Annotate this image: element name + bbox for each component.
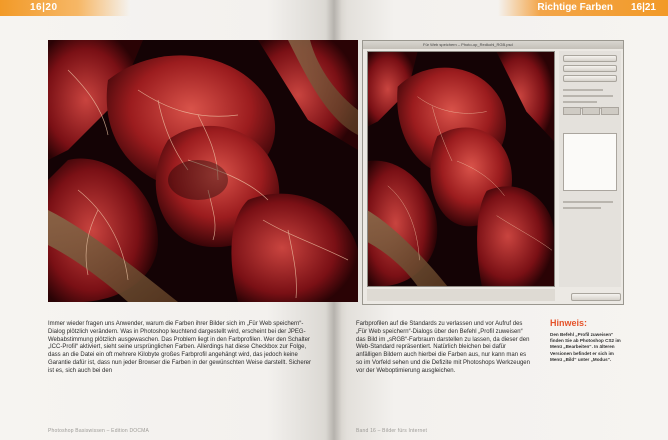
dialog-preview-image <box>367 51 555 287</box>
settings-row <box>563 207 601 209</box>
tab-layers[interactable] <box>601 107 619 115</box>
right-paragraph: Farbprofilen auf die Standards zu verlassen und vor Aufruf des „Für Web speichern“-Dialogs über den Befehl „Profil zuweisen“ das Bild im „sRGB“-Farbraum darstellen zu lassen, da dieser den Web-Standard repräsentiert. Natürlich bleichen bei dafür anfälligen Bildern auch hierbei die Farben aus, nur kann man es so im Vorfeld sehen und die Defizite mit Photoshops Werkzeugen vor der Weboptimierung ausgleichen. <box>356 321 530 374</box>
dialog-status-bar <box>367 289 555 301</box>
left-footer: Photoshop Basiswissen – Edition DOCMA <box>48 428 150 434</box>
right-body-text <box>356 321 532 376</box>
chapter-title: Richtige Farben <box>537 2 613 13</box>
red-cabbage-image <box>48 40 358 302</box>
right-page-number: 16|21 <box>630 2 656 13</box>
left-page-header <box>0 0 130 16</box>
settings-tabs <box>559 107 621 115</box>
right-footer: Band 16 – Bilder fürs Internet <box>356 428 428 434</box>
done-button[interactable] <box>563 75 617 82</box>
tip-heading: Hinweis: <box>550 318 588 328</box>
settings-row <box>563 201 613 203</box>
left-page-number: 16|20 <box>30 2 58 13</box>
settings-row <box>563 95 613 97</box>
left-paragraph: Immer wieder fragen uns Anwender, warum die Farben ihrer Bilder sich im „Für Web speichern“-Dialog plötzlich verändern. Was in Photoshop leuchtend dargestellt wird, erscheint bei der JPEG-Webabstimmung plötzlich ausgewaschen. Das Problem liegt in den Farbprofilen. Wer den Schalter „ICC-Profil“ aktiviert, sieht seine ursprünglichen Farben. Allerdings hat diese Checkbox zur Folge, dass an die Datei ein oft mehrere Kilobyte großes Farbprofil angehängt wird, das jedoch keine Garantie dafür ist, dass nun jeder Browser die Farben in der gewünschten Weise darstellt. Sicherer ist es, sich auch bei den <box>48 321 312 374</box>
dialog-title: Für Web speichern – Photo-op_Redkohl_RGB.psd <box>423 42 513 47</box>
color-table-panel <box>563 133 617 191</box>
settings-row <box>563 89 603 91</box>
red-cabbage-photo <box>48 40 358 302</box>
tip-body: Den Befehl „Profil zuweisen“ finden Sie ab Photoshop CS2 im Menü „Bearbeiten“. In älteren Versionen befindet er sich im Menü „Bild“ unter „Modus“. <box>550 332 621 362</box>
tip-box <box>550 318 625 363</box>
tab-color-table[interactable] <box>563 107 581 115</box>
dialog-settings-panel <box>559 51 621 287</box>
tab-image-size[interactable] <box>582 107 600 115</box>
dialog-titlebar <box>363 41 623 49</box>
right-page-header <box>498 0 668 16</box>
settings-row <box>563 101 597 103</box>
save-button[interactable] <box>563 55 617 62</box>
preview-in-browser-button[interactable] <box>571 293 621 301</box>
cancel-button[interactable] <box>563 65 617 72</box>
save-for-web-dialog-screenshot <box>362 40 624 305</box>
left-body-text <box>48 321 314 376</box>
preview-cabbage-image <box>368 52 554 286</box>
